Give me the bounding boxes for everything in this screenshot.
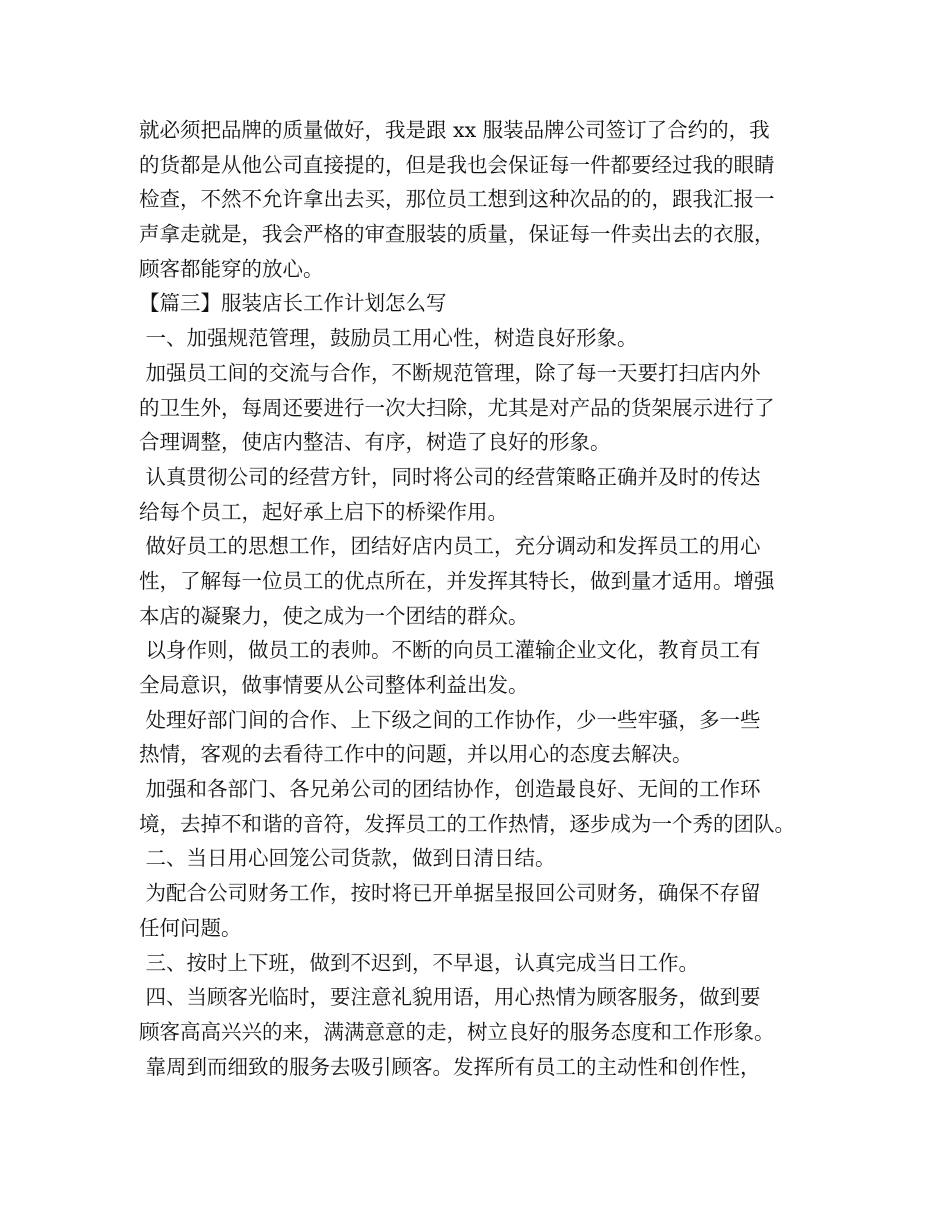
subheading: 三、按时上下班，做到不迟到，不早退，认真完成当日工作。	[139, 950, 700, 975]
text-line: 顾客都能穿的放心。	[139, 256, 324, 281]
subheading: 四、当顾客光临时，要注意礼貌用语，用心热情为顾客服务，做到要	[139, 985, 761, 1010]
text-line: 热情，客观的去看待工作中的问题，并以用心的态度去解决。	[139, 742, 693, 767]
text-line: 加强和各部门、各兄弟公司的团结协作，创造最良好、无间的工作环	[139, 777, 761, 802]
text-line: 靠周到而细致的服务去吸引顾客。发挥所有员工的主动性和创作性，	[139, 1054, 761, 1079]
text-line: 声拿走就是，我会严格的审查服装的质量，保证每一件卖出去的衣服，	[139, 222, 775, 247]
document-body	[139, 113, 829, 1084]
text-line: 境，去掉不和谐的音符，发挥员工的工作热情，逐步成为一个秀的团队。	[139, 811, 795, 836]
text-line: 全局意识，做事情要从公司整体利益出发。	[139, 673, 529, 697]
text-line: 合理调整，使店内整洁、有序，树造了良好的形象。	[139, 430, 611, 455]
text-line: 的货都是从他公司直接提的，但是我也会保证每一件都要经过我的眼睛	[139, 152, 775, 177]
text-line: 给每个员工，起好承上启下的桥梁作用。	[139, 499, 508, 524]
text-line: 顾客高高兴兴的来，满满意意的走，树立良好的服务态度和工作形象。	[139, 1019, 775, 1044]
text-line: 认真贯彻公司的经营方针，同时将公司的经营策略正确并及时的传达	[139, 464, 761, 489]
text-line: 检查，不然不允许拿出去买，那位员工想到这种次品的的，跟我汇报一	[139, 187, 775, 212]
section-heading: 【篇三】服装店长工作计划怎么写	[139, 291, 447, 316]
text-line: 为配合公司财务工作，按时将已开单据呈报回公司财务，确保不存留	[139, 881, 761, 906]
text-line: 本店的凝聚力，使之成为一个团结的群众。	[139, 603, 529, 628]
subheading: 一、加强规范管理，鼓励员工用心性，树造良好形象。	[139, 326, 638, 351]
text-line: 加强员工间的交流与合作，不断规范管理，除了每一天要打扫店内外	[139, 360, 761, 385]
text-line: 的卫生外，每周还要进行一次大扫除，尤其是对产品的货架展示进行了	[139, 395, 775, 420]
text-line: 做好员工的思想工作，团结好店内员工，充分调动和发挥员工的用心	[139, 534, 761, 559]
text-line: 任何问题。	[139, 915, 242, 940]
text-line: 以身作则，做员工的表帅。不断的向员工灌输企业文化，教育员工有	[139, 638, 761, 663]
subheading: 二、当日用心回笼公司货款，做到日清日结。	[139, 846, 556, 871]
text-line: 性，了解每一位员工的优点所在，并发挥其特长，做到量才适用。增强	[139, 568, 775, 593]
text-line: 处理好部门间的合作、上下级之间的工作协作，少一些牢骚，多一些	[139, 707, 761, 732]
text-line: 就必须把品牌的质量做好，我是跟 xx 服装品牌公司签订了合约的，我	[139, 118, 770, 142]
